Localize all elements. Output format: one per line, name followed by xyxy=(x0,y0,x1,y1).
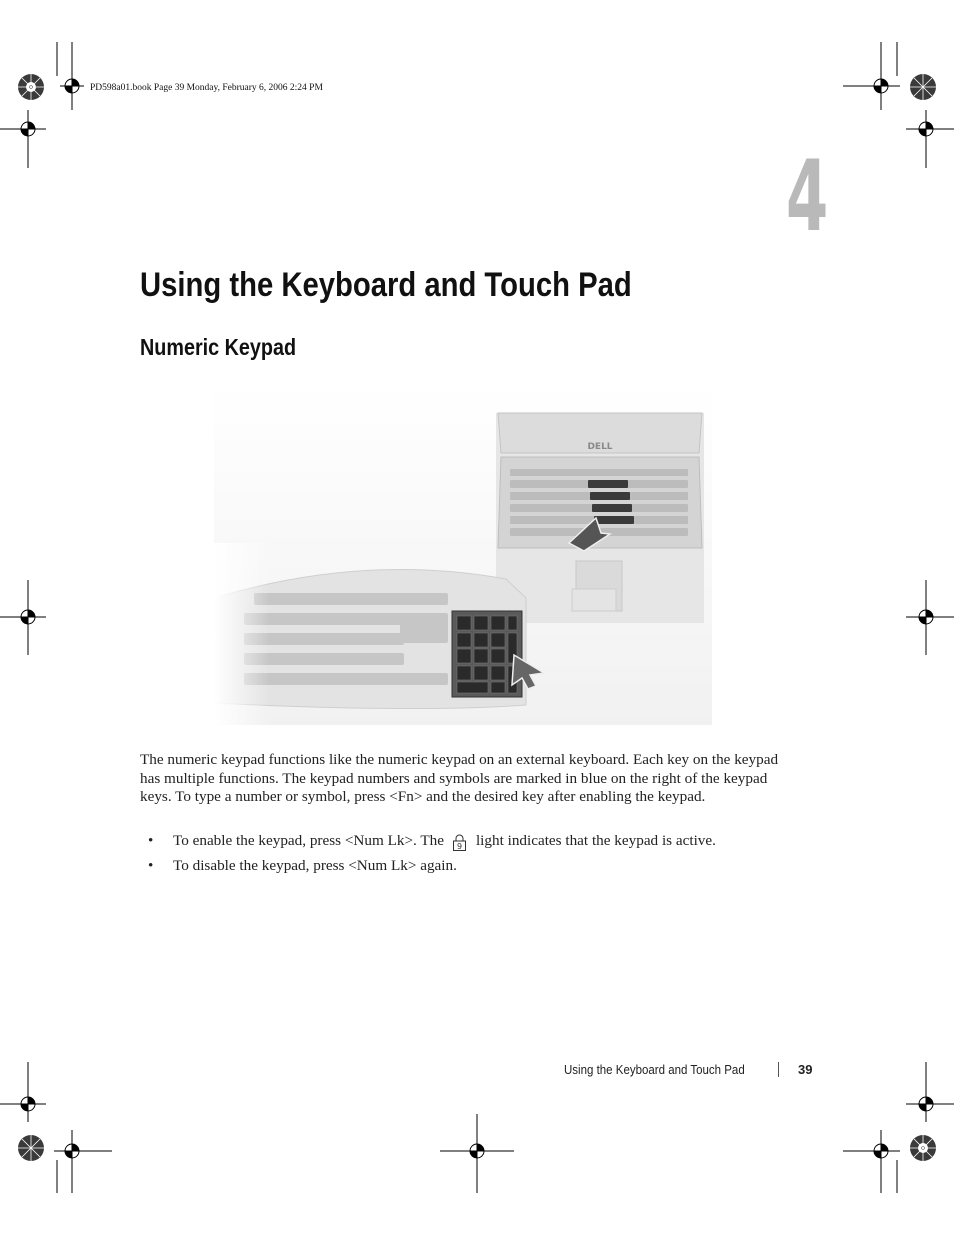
body-paragraph: The numeric keypad functions like the numeric keypad on an external keyboard. Each key on the keypad has multiple functions. The keypad numbers and symbols are marked in blue on the right of the keypad keys. To type a number or symbol, press <Fn> and the desired key after enabling the keypad. xyxy=(140,751,779,806)
footer-running-title: Using the Keyboard and Touch Pad xyxy=(564,1063,745,1077)
bullet-text-before: To enable the keypad, press <Num Lk>. The xyxy=(173,832,444,849)
bullet-dot: • xyxy=(148,857,154,874)
bullet-text-after: light indicates that the keypad is active. xyxy=(475,832,716,849)
num-lock-icon-label: 9 xyxy=(456,842,462,851)
bullet-text: To disable the keypad, press <Num Lk> again. xyxy=(173,857,457,874)
footer-divider xyxy=(778,1062,779,1077)
chapter-number: 4 xyxy=(786,140,829,254)
page-number: 39 xyxy=(798,1062,813,1077)
bullet-dot: • xyxy=(148,832,154,849)
bullet-text xyxy=(173,832,716,856)
num-lock-light-icon xyxy=(452,834,467,856)
keyboard-illustration-icon xyxy=(214,383,712,725)
chapter-title: Using the Keyboard and Touch Pad xyxy=(140,266,632,304)
laptop-logo: DELL xyxy=(587,442,613,452)
keypad-illustration xyxy=(214,383,712,725)
section-title: Numeric Keypad xyxy=(140,334,297,360)
print-header: PD598a01.book Page 39 Monday, February 6, 2006 2:24 PM xyxy=(90,83,323,93)
